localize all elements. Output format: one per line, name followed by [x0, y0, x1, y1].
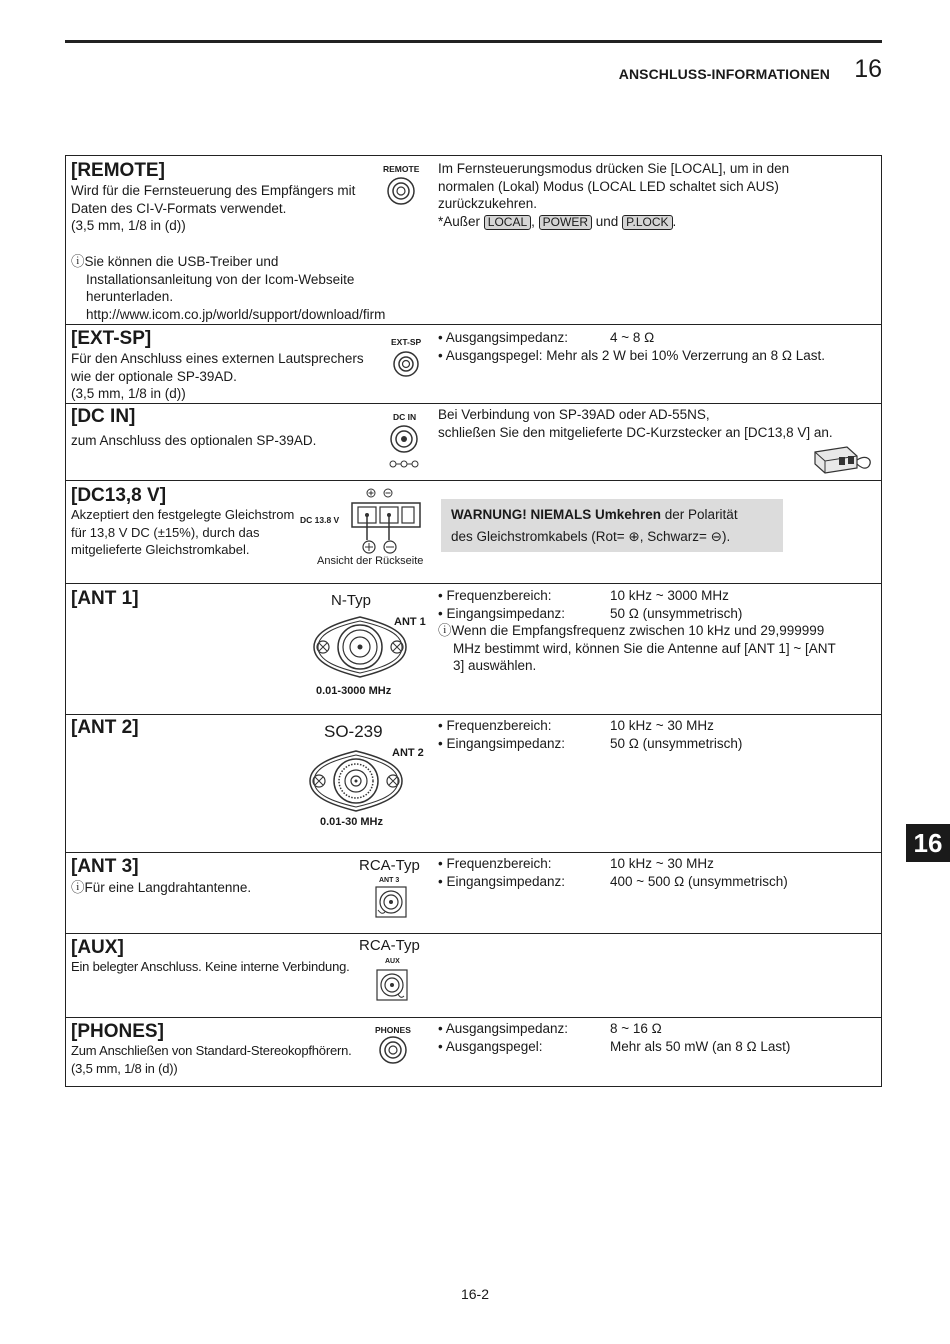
aux-type: RCA-Typ: [359, 937, 420, 954]
ant1-specs: [438, 587, 878, 675]
spec-row: • Eingangsimpedanz: 50 Ω (unsymmetrisch): [438, 735, 743, 751]
remote-except-line: *Außer LOCAL , POWER und P.LOCK .: [438, 213, 677, 229]
row-dc-in: [66, 404, 881, 481]
dc138-desc: [71, 506, 294, 559]
local-key: LOCAL: [484, 215, 531, 230]
spec-row: • Eingangsimpedanz: 50 Ω (unsymmetrisch): [438, 605, 743, 621]
ant1-range-label: 0.01-3000 MHz: [316, 685, 392, 697]
dc138-name: [DC13,8 V]: [71, 485, 167, 506]
remote-desc-line: (3,5 mm, 1/8 in (d)): [71, 218, 186, 233]
spec-row: • Frequenzbereich: 10 kHz ~ 30 MHz: [438, 718, 714, 733]
info-icon: ⓘ: [71, 880, 85, 895]
ant2-name: [ANT 2]: [71, 717, 139, 738]
remote-info-line: zurückzukehren.: [438, 196, 538, 211]
polarity-warning: [441, 499, 783, 552]
row-ant2: [66, 715, 881, 853]
dcin-info-line: Bei Verbindung von SP-39AD oder AD-55NS,: [438, 407, 710, 422]
aux-rca-jack-icon: [376, 969, 408, 1003]
extsp-desc-line: (3,5 mm, 1/8 in (d)): [71, 386, 186, 401]
dcin-name: [DC IN]: [71, 406, 136, 427]
remote-note-url[interactable]: http://www.icom.co.jp/world/support/download/firm: [86, 306, 386, 322]
row-ext-sp: [66, 325, 881, 404]
dc-power-socket-icon: [346, 485, 426, 557]
ant3-rca-jack-icon: [375, 886, 407, 918]
row-aux: [66, 934, 881, 1018]
ant2-range-label: 0.01-30 MHz: [320, 816, 383, 828]
dc138-jack-label: DC 13.8 V: [300, 515, 340, 525]
spec-row: • Ausgangsimpedanz: 8 ~ 16 Ω: [438, 1021, 662, 1036]
info-icon: ⓘ: [438, 623, 452, 638]
connector-table: [65, 155, 882, 1087]
dc138-desc-line: mitgelieferte Gleichstromkabel.: [71, 542, 250, 557]
phones-desc-line: (3,5 mm, 1/8 in (d)): [71, 1060, 178, 1076]
chapter-number: 16: [854, 55, 882, 83]
spec-row: • Ausgangspegel: Mehr als 2 W bei 10% Verzerrung an 8 Ω Last.: [438, 347, 826, 363]
aux-jack-label: AUX: [385, 958, 400, 965]
dc138-desc-line: Akzeptiert den festgelegte Gleichstrom: [71, 507, 295, 522]
extsp-specs: [438, 329, 878, 364]
spec-row: • Eingangsimpedanz: 400 ~ 500 Ω (unsymmetrisch): [438, 873, 788, 889]
extsp-desc-line: Für den Anschluss eines externen Lautsprechers: [71, 351, 364, 366]
extsp-desc-line: wie der optionale SP-39AD.: [71, 368, 237, 384]
sp39ad-model: SP-39AD.: [256, 433, 317, 448]
spec-row: • Ausgangspegel: Mehr als 50 mW (an 8 Ω Last): [438, 1038, 791, 1054]
ant1-name: [ANT 1]: [71, 588, 139, 609]
dcin-jack-icon: [388, 424, 422, 470]
dcin-info-line: schließen Sie den mitgelieferte DC-Kurzstecker an [DC13,8 V] an.: [438, 424, 833, 440]
extsp-jack-icon: [393, 351, 419, 377]
plock-key: P.LOCK: [622, 215, 672, 230]
phones-specs: [438, 1020, 878, 1055]
extsp-jack-label: EXT-SP: [391, 337, 422, 347]
dcin-jack-label: DC IN: [393, 412, 417, 422]
dcin-info: [438, 406, 878, 441]
ant2-specs: [438, 717, 878, 752]
n-type-connector-icon: [306, 611, 414, 683]
warning-line: WARNUNG! NIEMALS Umkehren der Polarität: [451, 507, 738, 522]
ant1-note-line: 3] auswählen.: [453, 658, 537, 673]
phones-name: [PHONES]: [71, 1021, 164, 1042]
aux-desc: Ein belegter Anschluss. Keine interne Verbindung.: [71, 959, 350, 974]
remote-desc-line: Wird für die Fernsteuerung des Empfängers mit: [71, 183, 356, 198]
ant1-type: N-Typ: [331, 592, 372, 609]
remote-info-line: normalen (Lokal) Modus (LOCAL LED schaltet sich AUS): [438, 178, 779, 194]
phones-jack-label: PHONES: [375, 1025, 411, 1035]
aux-name: [AUX]: [71, 937, 124, 958]
plus-symbol-icon: ⊕: [628, 529, 640, 544]
remote-desc: [71, 182, 355, 235]
so239-connector-icon: [302, 745, 410, 817]
remote-info: [438, 160, 878, 230]
ant2-type: SO-239: [324, 722, 383, 741]
row-remote: [66, 156, 881, 325]
phones-jack-icon: [379, 1036, 407, 1064]
ant1-note-line: ⓘWenn die Empfangsfrequenz zwischen 10 kHz und 29,999999: [438, 623, 825, 638]
remote-name: [REMOTE]: [71, 160, 165, 181]
spec-row: • Frequenzbereich: 10 kHz ~ 30 MHz: [438, 856, 714, 871]
remote-jack-label: REMOTE: [383, 164, 420, 174]
spec-row: • Ausgangsimpedanz: 4 ~ 8 Ω: [438, 330, 655, 345]
dc138-desc-line: für 13,8 V DC (±15%), durch das: [71, 524, 260, 540]
header-rule: [65, 40, 882, 43]
remote-note: [71, 253, 385, 323]
chapter-tab[interactable]: 16: [906, 824, 950, 862]
row-ant3: [66, 853, 881, 934]
remote-note-line: herunterladen.: [86, 289, 174, 304]
ant1-note-line: MHz bestimmt wird, können Sie die Antenne auf [ANT 1] ~ [ANT: [453, 640, 836, 656]
dcin-desc: zum Anschluss des optionalen SP-39AD.: [71, 433, 317, 448]
remote-desc-line: Daten des CI-V-Formats verwendet.: [71, 200, 287, 216]
info-icon: ⓘ: [71, 254, 85, 269]
page-number: 16-2: [460, 1286, 490, 1302]
rear-view-caption: Ansicht der Rückseite: [317, 555, 424, 567]
minus-symbol-icon: ⊖: [710, 529, 723, 544]
warning-line: des Gleichstromkabels (Rot= ⊕, Schwarz= ⊖).: [451, 529, 731, 544]
ant3-type: RCA-Typ: [359, 857, 420, 874]
spec-row: • Frequenzbereich: 10 kHz ~ 3000 MHz: [438, 588, 729, 603]
remote-info-line: Im Fernsteuerungsmodus drücken Sie [LOCAL], um in den: [438, 161, 790, 176]
ant3-name: [ANT 3]: [71, 856, 139, 877]
row-ant1: [66, 584, 881, 715]
ant3-note: ⓘFür eine Langdrahtantenne.: [71, 880, 252, 895]
ant1-label: ANT 1: [394, 616, 426, 628]
dc-short-plug-icon: [811, 444, 875, 474]
remote-note-line: Installationsanleitung von der Icom-Webseite: [86, 271, 355, 287]
ant3-specs: [438, 855, 878, 890]
remote-jack-icon: [387, 177, 415, 205]
ant3-jack-label: ANT 3: [379, 877, 400, 884]
remote-note-line: ⓘSie können die USB-Treiber und: [71, 254, 279, 269]
row-phones: [66, 1018, 881, 1086]
phones-desc: [71, 1042, 352, 1077]
extsp-desc: [71, 350, 364, 403]
row-dc138: [66, 481, 881, 584]
extsp-name: [EXT-SP]: [71, 328, 152, 349]
ant2-label: ANT 2: [392, 747, 424, 759]
section-title: ANSCHLUSS-INFORMATIONEN: [618, 66, 830, 82]
power-key: POWER: [539, 215, 592, 230]
phones-desc-line: Zum Anschließen von Standard-Stereokopfhörern.: [71, 1043, 352, 1058]
